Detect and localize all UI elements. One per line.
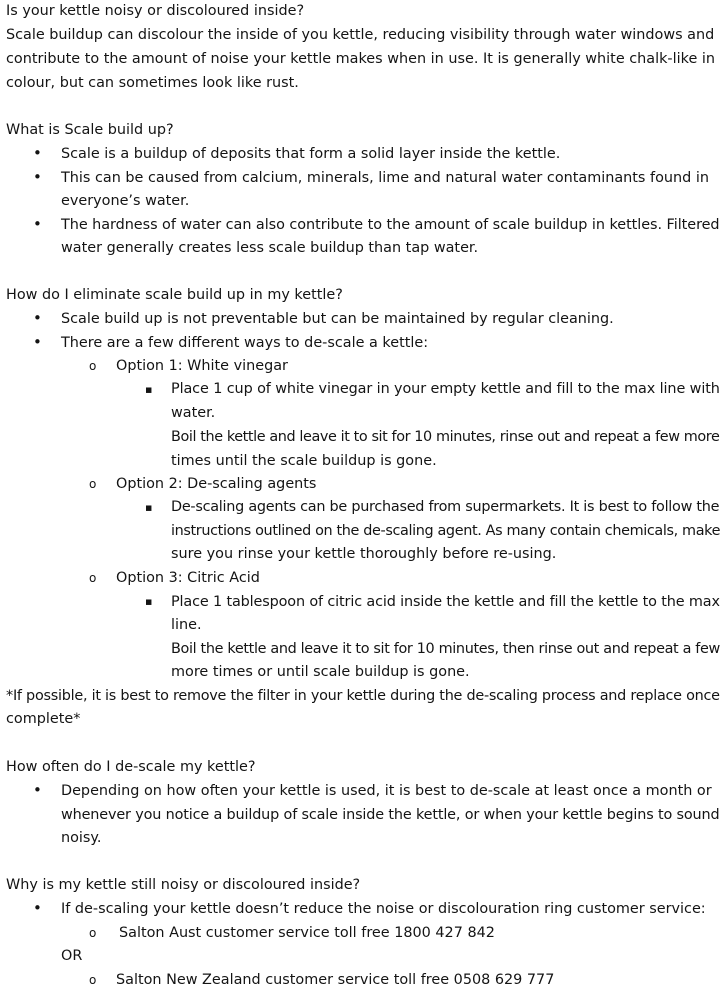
option-text: Boil the kettle and leave it to sit for 10 minutes, then rinse out and repeat a few (171, 641, 720, 657)
bullet-square-icon: ▪ (145, 383, 153, 396)
option-text: Place 1 cup of white vinegar in your empty kettle and fill to the max line with (171, 381, 720, 397)
bullet-disc-icon: • (33, 144, 42, 162)
option-title: Option 1: White vinegar (116, 358, 288, 374)
option-text: water. (171, 405, 216, 421)
option-title: Option 3: Citric Acid (116, 570, 260, 586)
bullet-disc-icon: • (33, 309, 42, 327)
filter-note: complete* (6, 711, 81, 727)
bullet-text: Scale build up is not preventable but can be maintained by regular cleaning. (61, 311, 614, 327)
section-heading-eliminate-scale: How do I eliminate scale build up in my kettle? (6, 287, 343, 303)
or-label: OR (61, 948, 83, 964)
bullet-text: whenever you notice a buildup of scale inside the kettle, or when your kettle begins to sound (61, 807, 720, 823)
bullet-disc-icon: • (33, 899, 42, 917)
filter-note: *If possible, it is best to remove the filter in your kettle during the de-scaling process and replace once (6, 688, 720, 704)
bullet-text: There are a few different ways to de-scale a kettle: (61, 335, 429, 351)
bullet-text: If de-scaling your kettle doesn’t reduce the noise or discolouration ring customer service: (61, 901, 706, 917)
bullet-text: Depending on how often your kettle is used, it is best to de-scale at least once a month or (61, 783, 712, 799)
section-heading-still-noisy: Why is my kettle still noisy or discoloured inside? (6, 877, 361, 893)
bullet-text: This can be caused from calcium, minerals, lime and natural water contaminants found in (61, 170, 709, 186)
bullet-text: Scale is a buildup of deposits that form a solid layer inside the kettle. (61, 146, 561, 162)
option-text: times until the scale buildup is gone. (171, 453, 437, 469)
bullet-text: noisy. (61, 830, 102, 846)
section-heading-how-often: How often do I de-scale my kettle? (6, 759, 256, 775)
section-heading-what-is-scale: What is Scale build up? (6, 122, 174, 138)
intro-line: contribute to the amount of noise your kettle makes when in use. It is generally white chalk-like in (6, 51, 715, 67)
option-text: instructions outlined on the de-scaling agent. As many contain chemicals, make (171, 523, 721, 539)
bullet-circle-icon: o (89, 973, 97, 987)
option-text: De-scaling agents can be purchased from supermarkets. It is best to follow the (171, 499, 720, 515)
intro-line: colour, but can sometimes look like rust. (6, 75, 299, 91)
contact-nz: Salton New Zealand customer service toll free 0508 629 777 (116, 972, 555, 988)
bullet-text: The hardness of water can also contribute to the amount of scale buildup in kettles. Filtered (61, 217, 720, 233)
bullet-disc-icon: • (33, 215, 42, 233)
bullet-disc-icon: • (33, 781, 42, 799)
bullet-circle-icon: o (89, 926, 97, 940)
option-text: sure you rinse your kettle thoroughly before re-using. (171, 546, 557, 562)
option-text: Boil the kettle and leave it to sit for 10 minutes, rinse out and repeat a few more (171, 429, 720, 445)
bullet-square-icon: ▪ (145, 595, 153, 608)
bullet-disc-icon: • (33, 333, 42, 351)
bullet-circle-icon: o (89, 359, 97, 373)
bullet-square-icon: ▪ (145, 501, 153, 514)
bullet-circle-icon: o (89, 571, 97, 585)
bullet-circle-icon: o (89, 477, 97, 491)
bullet-text: everyone’s water. (61, 193, 190, 209)
option-text: more times or until scale buildup is gone. (171, 664, 470, 680)
contact-aust: Salton Aust customer service toll free 1800 427 842 (119, 925, 495, 941)
option-title: Option 2: De-scaling agents (116, 476, 317, 492)
bullet-text: water generally creates less scale buildup than tap water. (61, 240, 479, 256)
intro-line: Scale buildup can discolour the inside of you kettle, reducing visibility through water windows and (6, 27, 715, 43)
bullet-disc-icon: • (33, 168, 42, 186)
option-text: line. (171, 617, 202, 633)
option-text: Place 1 tablespoon of citric acid inside the kettle and fill the kettle to the max (171, 594, 720, 610)
section-heading-noisy-discoloured: Is your kettle noisy or discoloured inside? (6, 3, 305, 19)
